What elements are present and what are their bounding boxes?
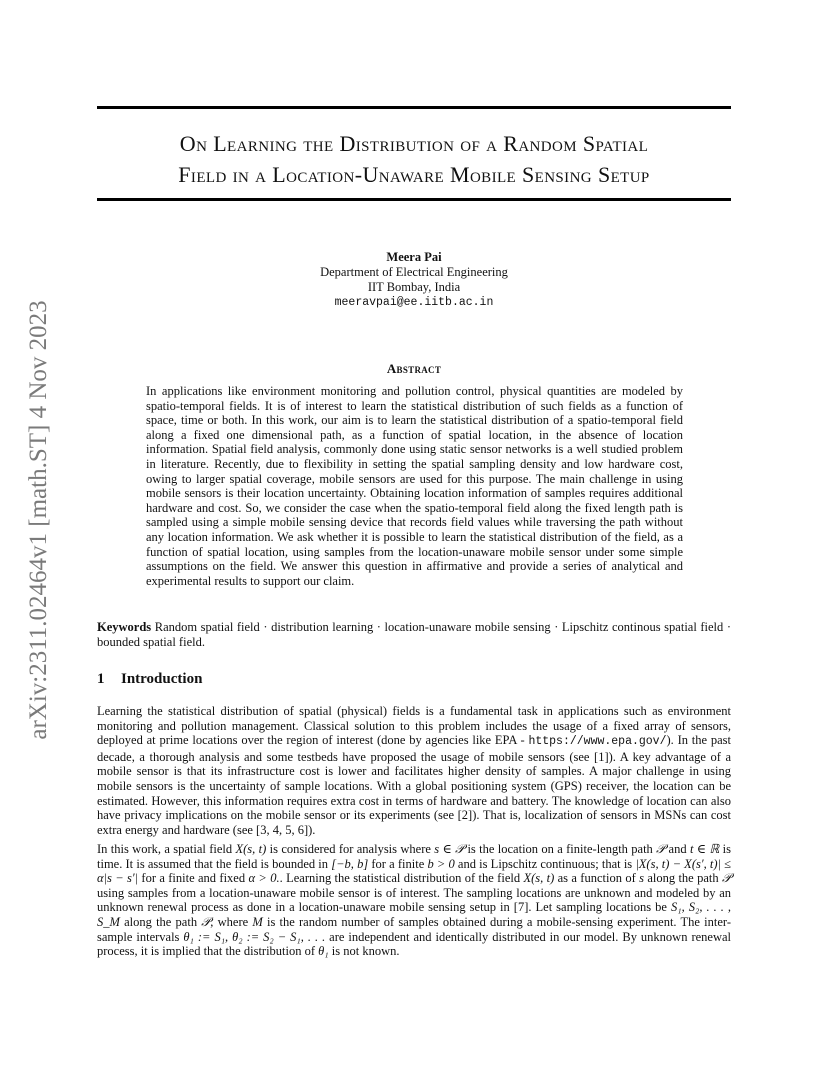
math-theta1: θ₁	[318, 944, 329, 959]
intro-p1-text-b: ). In the past decade, a thorough analysis and some testbeds have proposed the usage of mobile sensors (see [1]). A key advantage of a mobile sensor is that its infrastructure cost is lower and facilitates higher density of samples. A major challenge in using mobile sensors is the uncertainty of sample locations. With a global positioning system (GPS) receiver, the location can be estimated. However, this information requires extra cost in terms of hardware and battery. The knowledge of location can also have privacy implications on the mobile sensor or its experiments (see [2]). That is, localization of sensors in MSNs can cost extra energy and hardware (see [3, 4, 5, 6]).	[97, 733, 731, 837]
math-s: s	[639, 871, 644, 886]
intro-p1-text-a: Learning the statistical distribution of spatial (physical) fields is a fundamental task in applications such as environment monitoring and pollution management. Classical solution to this problem includes the usage of a fixed array of sensors, deployed at prime locations over the region of interest (done by agencies like EPA -	[97, 704, 731, 748]
math-path: 𝒫	[201, 914, 211, 929]
math-b-positive: b > 0	[427, 856, 455, 871]
keywords-text: Random spatial field · distribution learning · location-unaware mobile sensing · Lipschitz continous spatial field · bounded spatial field.	[97, 620, 732, 649]
p2-text: , where	[210, 914, 253, 929]
author-institution: IIT Bombay, India	[367, 280, 461, 294]
title-line-2: Field in a Location-Unaware Mobile Sensing Setup	[178, 162, 650, 187]
intro-paragraph-1	[97, 704, 731, 837]
author-block	[97, 250, 731, 310]
keywords-label: Keywords	[97, 620, 152, 634]
p2-text: . Learning the statistical distribution of the field	[279, 871, 524, 886]
p2-text: using samples from a location-unaware mobile sensor is of interest. The sampling locations are unknown and modeled by an unknown renewal process as done in a location-unaware mobile sensing setup in [7]. Let sampling locations be	[97, 885, 731, 915]
p2-text: is considered for analysis where	[266, 842, 435, 856]
p2-text: for a finite	[368, 856, 428, 871]
p2-text: are independent and identically distributed in our model. By unknown renewal process, it is implied that the distribution of	[97, 929, 731, 959]
paper-title	[97, 128, 731, 190]
author-email[interactable]: meeravpai@ee.iitb.ac.in	[334, 296, 494, 309]
math-path: 𝒫	[656, 842, 666, 856]
title-line-1: On Learning the Distribution of a Random Spatial	[179, 131, 649, 156]
math-path: 𝒫	[721, 871, 731, 886]
epa-link[interactable]: https://www.epa.gov/	[528, 735, 667, 749]
p2-text: and is Lipschitz continuous; that is	[454, 856, 636, 871]
abstract-heading: Abstract	[386, 361, 442, 376]
section-title: Introduction	[121, 671, 203, 687]
math-samples: S₁, S₂, . . . , S_M	[97, 900, 731, 929]
math-t-in-reals: t ∈ ℝ	[689, 842, 720, 856]
p2-text: is the random number of samples obtained during a mobile-sensing experiment. The inter-sample intervals	[97, 914, 731, 944]
math-alpha: α > 0.	[248, 871, 280, 886]
math-field: X(s, t)	[523, 871, 555, 886]
title-rule-bottom	[97, 198, 731, 201]
math-s-in-path: s ∈ 𝒫	[434, 842, 465, 856]
p2-text: for a finite and fixed	[138, 871, 249, 886]
abstract-body: In applications like environment monitoring and pollution control, physical quantities are modeled by spatio-temporal fields. It is of interest to learn the statistical distribution of such fields as a function of space, time or both. In this work, our aim is to learn the statistical distribution of a spatio-temporal field along a fixed one dimensional path, as a function of spatial location, in the absence of location information. Spatial field analysis, commonly done using static sensor networks is a well studied problem in literature. Recently, due to flexibility in setting the spatial sampling density and low hardware cost, owing to larger spatial coverage, mobile sensors are used for this purpose. The main challenge in using mobile sensors is their location uncertainty. Obtaining location information of samples requires additional hardware and cost. So, we consider the case when the spatio-temporal field along the fixed length path is sampled using a simple mobile sensing device that records field values while traversing the path without any location information. We ask whether it is possible to learn the statistical distribution of the field, as a function of spatial location, using samples from the location-unaware mobile sensor under some simple assumptions on the field. We answer this question in affirmative and provide a series of analytical and experimental results to support our claim.	[146, 384, 683, 588]
author-department: Department of Electrical Engineering	[320, 265, 508, 279]
p2-text: and	[665, 842, 690, 856]
p2-text: as a function of	[554, 871, 640, 886]
title-rule-top	[97, 106, 731, 109]
math-interval: [−b, b]	[331, 856, 369, 871]
math-intervals: θ₁ := S₁, θ₂ := S₂ − S₁, . . .	[183, 929, 326, 944]
math-M: M	[252, 914, 263, 929]
p2-text: In this work, a spatial field	[97, 842, 236, 856]
math-field: X(s, t)	[235, 842, 267, 856]
math-lipschitz: |X(s, t) − X(s′, t)| ≤ α|s − s′|	[97, 856, 732, 886]
p2-text: along the path	[119, 914, 202, 929]
p2-text: is not known.	[328, 944, 400, 959]
p2-text: along the path	[643, 871, 722, 886]
section-heading	[97, 671, 731, 688]
author-name: Meera Pai	[386, 250, 442, 264]
keywords	[97, 620, 731, 649]
intro-paragraph-2	[97, 842, 731, 959]
arxiv-identifier: arXiv:2311.02464v1 [math.ST] 4 Nov 2023	[25, 300, 52, 740]
section-number: 1	[97, 671, 105, 687]
p2-text: is time. It is assumed that the field is bounded in	[97, 842, 731, 871]
p2-text: is the location on a finite-length path	[464, 842, 657, 856]
